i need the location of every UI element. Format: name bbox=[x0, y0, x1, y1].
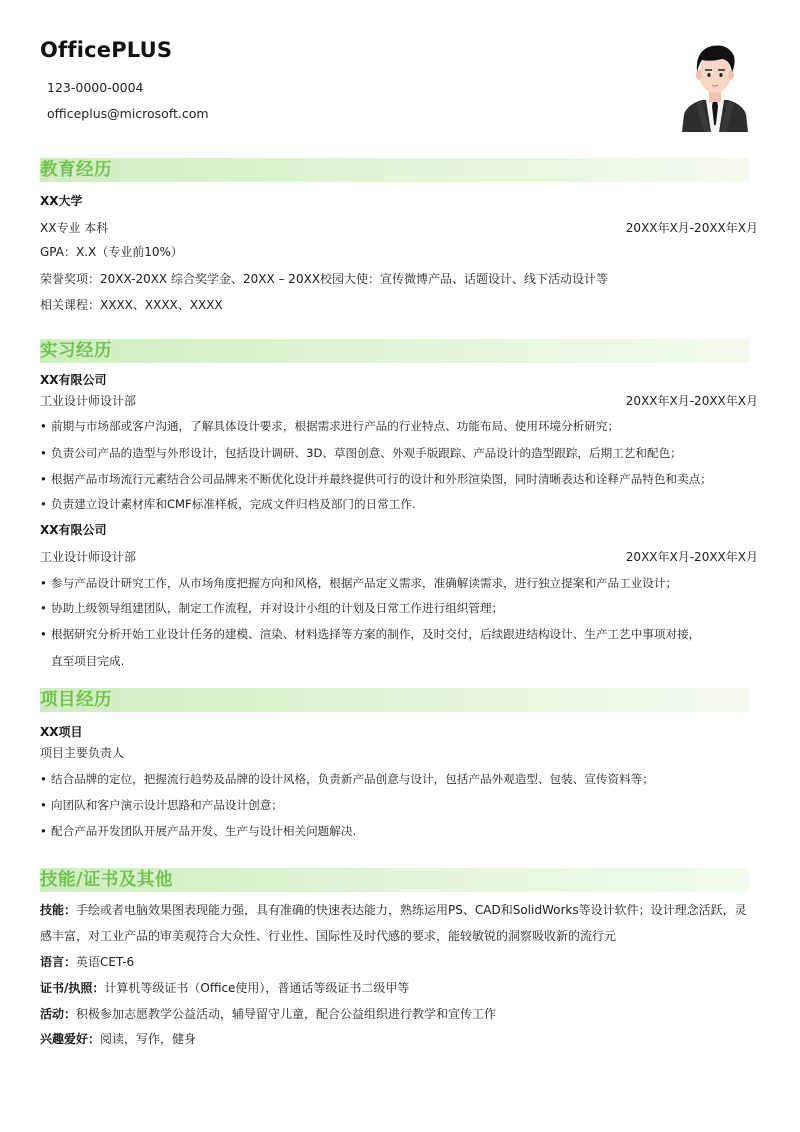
avatar-man-in-suit-icon bbox=[680, 40, 750, 132]
education-date: 20XX年X月-20XX年X月 bbox=[625, 221, 758, 235]
section-header-education bbox=[40, 158, 749, 182]
honors: 荣誉奖项：20XX-20XX 综合奖学金、20XX – 20XX校园大使：宣传微博产品、话题设计、线下活动设计等 bbox=[40, 272, 609, 286]
project-role: 项目主要负责人 bbox=[40, 746, 125, 760]
section-title-skills: 技能/证书及其他 bbox=[40, 870, 173, 890]
courses: 相关课程：XXXX、XXXX、XXXX bbox=[40, 298, 223, 312]
skills-line-continued: 感丰富，对工业产品的审美观符合大众性、行业性、国际性及时代感的要求，能较敏锐的洞察吸收新的流行元 bbox=[40, 929, 617, 943]
job-date: 20XX年X月-20XX年X月 bbox=[625, 550, 758, 564]
department: 工业设计师设计部 bbox=[40, 394, 137, 408]
company-name: XX有限公司 bbox=[40, 523, 107, 537]
email-address: officeplus@microsoft.com bbox=[47, 106, 209, 121]
activity-line: 活动：积极参加志愿教学公益活动，辅导留守儿童，配合公益组织进行教学和宣传工作 bbox=[40, 1007, 497, 1021]
language-line: 语言：英语CET-6 bbox=[40, 955, 135, 969]
list-item: • 根据研究分析开始工业设计任务的建模、渲染、材料选择等方案的制作，及时交付，后续跟进结构设计、生产工艺中事项对接， bbox=[40, 627, 701, 641]
department: 工业设计师设计部 bbox=[40, 550, 137, 564]
company-name: XX有限公司 bbox=[40, 373, 107, 387]
section-header-internship bbox=[40, 339, 749, 363]
list-item: • 根据产品市场流行元素结合公司品牌来不断优化设计并最终提供可行的设计和外形渲染图，同时清晰表达和诠释产品特色和卖点； bbox=[40, 472, 712, 486]
list-item: • 配合产品开发团队开展产品开发、生产与设计相关问题解决. bbox=[40, 824, 357, 838]
skills-line: 技能：手绘或者电脑效果图表现能力强，具有准确的快速表达能力，熟练运用PS、CAD和SolidWorks等设计软件；设计理念活跃，灵 bbox=[40, 903, 747, 917]
section-title-projects: 项目经历 bbox=[40, 690, 112, 710]
list-item: • 前期与市场部或客户沟通，了解具体设计要求，根据需求进行产品的行业特点、功能布局、使用环境分析研究； bbox=[40, 419, 620, 433]
list-item-continuation: 直至项目完成. bbox=[51, 654, 125, 668]
section-title-internship: 实习经历 bbox=[40, 341, 112, 361]
list-item: • 参与产品设计研究工作，从市场角度把握方向和风格，根据产品定义需求，准确解读需求，进行独立提案和产品工业设计； bbox=[40, 576, 678, 590]
list-item: • 负责公司产品的造型与外形设计，包括设计调研、3D、草图创意、外观手版跟踪、产品设计的造型跟踪，后期工艺和配色； bbox=[40, 446, 682, 460]
project-name: XX项目 bbox=[40, 725, 83, 739]
phone-number: 123-0000-0004 bbox=[47, 80, 144, 95]
school-name: XX大学 bbox=[40, 194, 83, 208]
list-item: • 向团队和客户演示设计思路和产品设计创意； bbox=[40, 798, 283, 812]
section-header-projects bbox=[40, 688, 749, 712]
list-item: • 协助上级领导组建团队，制定工作流程，并对设计小组的计划及日常工作进行组织管理； bbox=[40, 601, 504, 615]
hobby-line: 兴趣爱好：阅读，写作，健身 bbox=[40, 1032, 197, 1046]
certificate-line: 证书/执照：计算机等级证书（Office使用），普通话等级证书二级甲等 bbox=[40, 981, 410, 995]
section-title-education: 教育经历 bbox=[40, 160, 112, 180]
list-item: • 负责建立设计素材库和CMF标准样板，完成文件归档及部门的日常工作. bbox=[40, 497, 416, 511]
major-degree: XX专业 本科 bbox=[40, 221, 109, 235]
job-date: 20XX年X月-20XX年X月 bbox=[625, 394, 758, 408]
candidate-name: OfficePLUS bbox=[40, 38, 173, 62]
gpa: GPA：X.X（专业前10%） bbox=[40, 245, 183, 259]
section-header-skills bbox=[40, 868, 749, 892]
list-item: • 结合品牌的定位，把握流行趋势及品牌的设计风格，负责新产品创意与设计，包括产品外观造型、包装、宣传资料等； bbox=[40, 772, 654, 786]
